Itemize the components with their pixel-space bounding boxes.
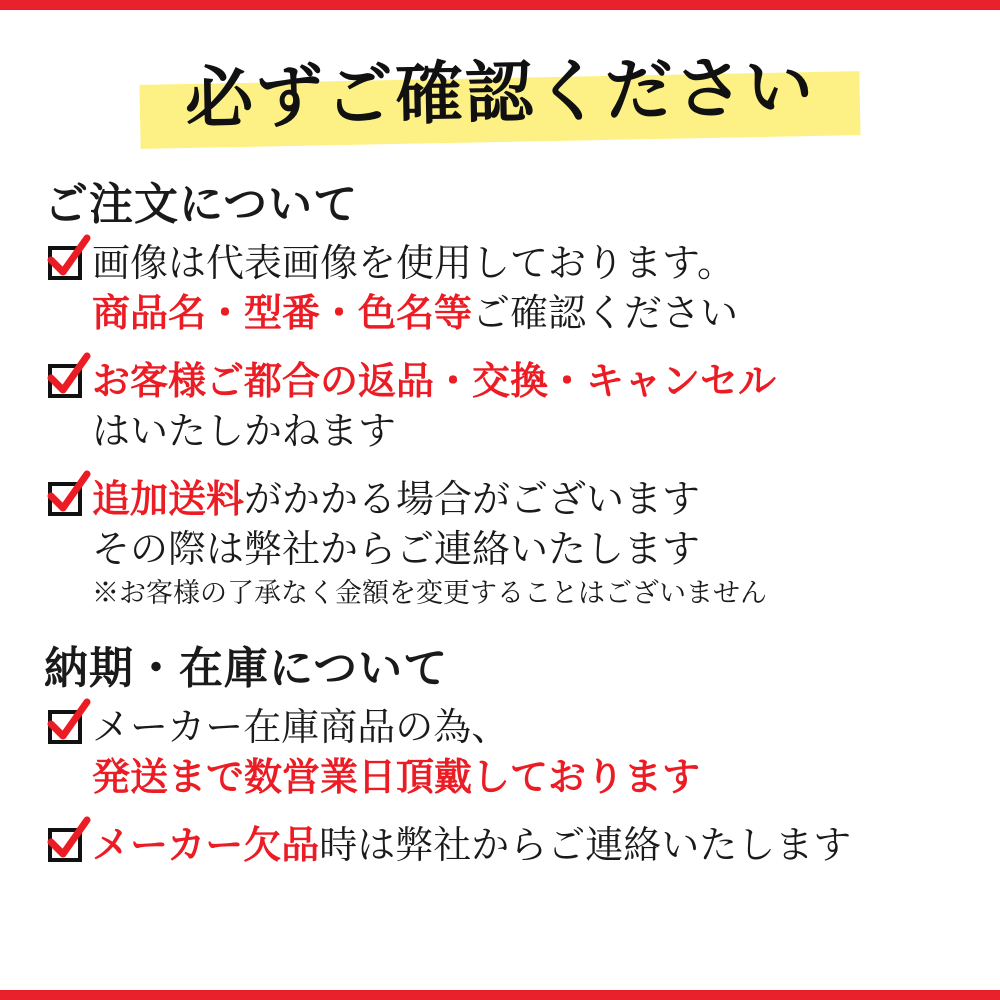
notice-line xyxy=(92,524,966,574)
notice-line xyxy=(92,820,966,870)
notice-item xyxy=(48,702,966,802)
notice-line xyxy=(92,474,966,524)
body-text: 画像は代表画像を使用しております。 xyxy=(92,241,735,285)
notice-item-text xyxy=(92,702,966,802)
page-title: 必ずご確認ください xyxy=(184,46,816,140)
emphasis-text: 商品名・型番・色名等 xyxy=(92,290,473,335)
emphasis-text: お客様ご都合の返品・交換・キャンセル xyxy=(92,358,777,403)
checkbox-checked-icon xyxy=(48,364,82,398)
section-heading: ご注文について xyxy=(44,179,359,230)
notice-item xyxy=(48,474,966,614)
notice-line xyxy=(92,406,966,456)
emphasis-text: 追加送料 xyxy=(92,476,245,521)
body-text: ご確認ください xyxy=(472,291,739,335)
notice-line xyxy=(92,574,966,614)
notice-line xyxy=(92,238,966,288)
body-text: 時は弊社からご連絡いたします xyxy=(319,823,852,867)
body-text: その際は弊社からご連絡いたします xyxy=(92,527,701,571)
notice-line xyxy=(92,356,966,406)
notice-sections xyxy=(0,168,1000,870)
body-text: がかかる場合がございます xyxy=(244,477,701,521)
notice-item-text xyxy=(92,238,966,338)
body-text: はいたしかねます xyxy=(92,409,397,453)
page-title-block xyxy=(0,38,1000,158)
notice-line xyxy=(92,752,966,802)
checkbox-checked-icon xyxy=(48,710,82,744)
emphasis-text: メーカー欠品 xyxy=(92,822,320,867)
section-heading: 納期・在庫について xyxy=(44,643,449,694)
notice-item xyxy=(48,238,966,338)
notice-item-text xyxy=(92,356,966,456)
emphasis-text: 発送まで数営業日頂戴しております xyxy=(92,754,701,799)
notice-item xyxy=(48,820,966,870)
checkbox-checked-icon xyxy=(48,828,82,862)
notice-item-text xyxy=(92,474,966,614)
body-text: ※お客様の了承なく金額を変更することはございません xyxy=(92,578,767,609)
notice-line xyxy=(92,288,966,338)
body-text: メーカー在庫商品の為、 xyxy=(92,705,510,749)
checkbox-checked-icon xyxy=(48,482,82,516)
checkbox-checked-icon xyxy=(48,246,82,280)
notice-item xyxy=(48,356,966,456)
notice-item-text xyxy=(92,820,966,870)
notice-line xyxy=(92,702,966,752)
